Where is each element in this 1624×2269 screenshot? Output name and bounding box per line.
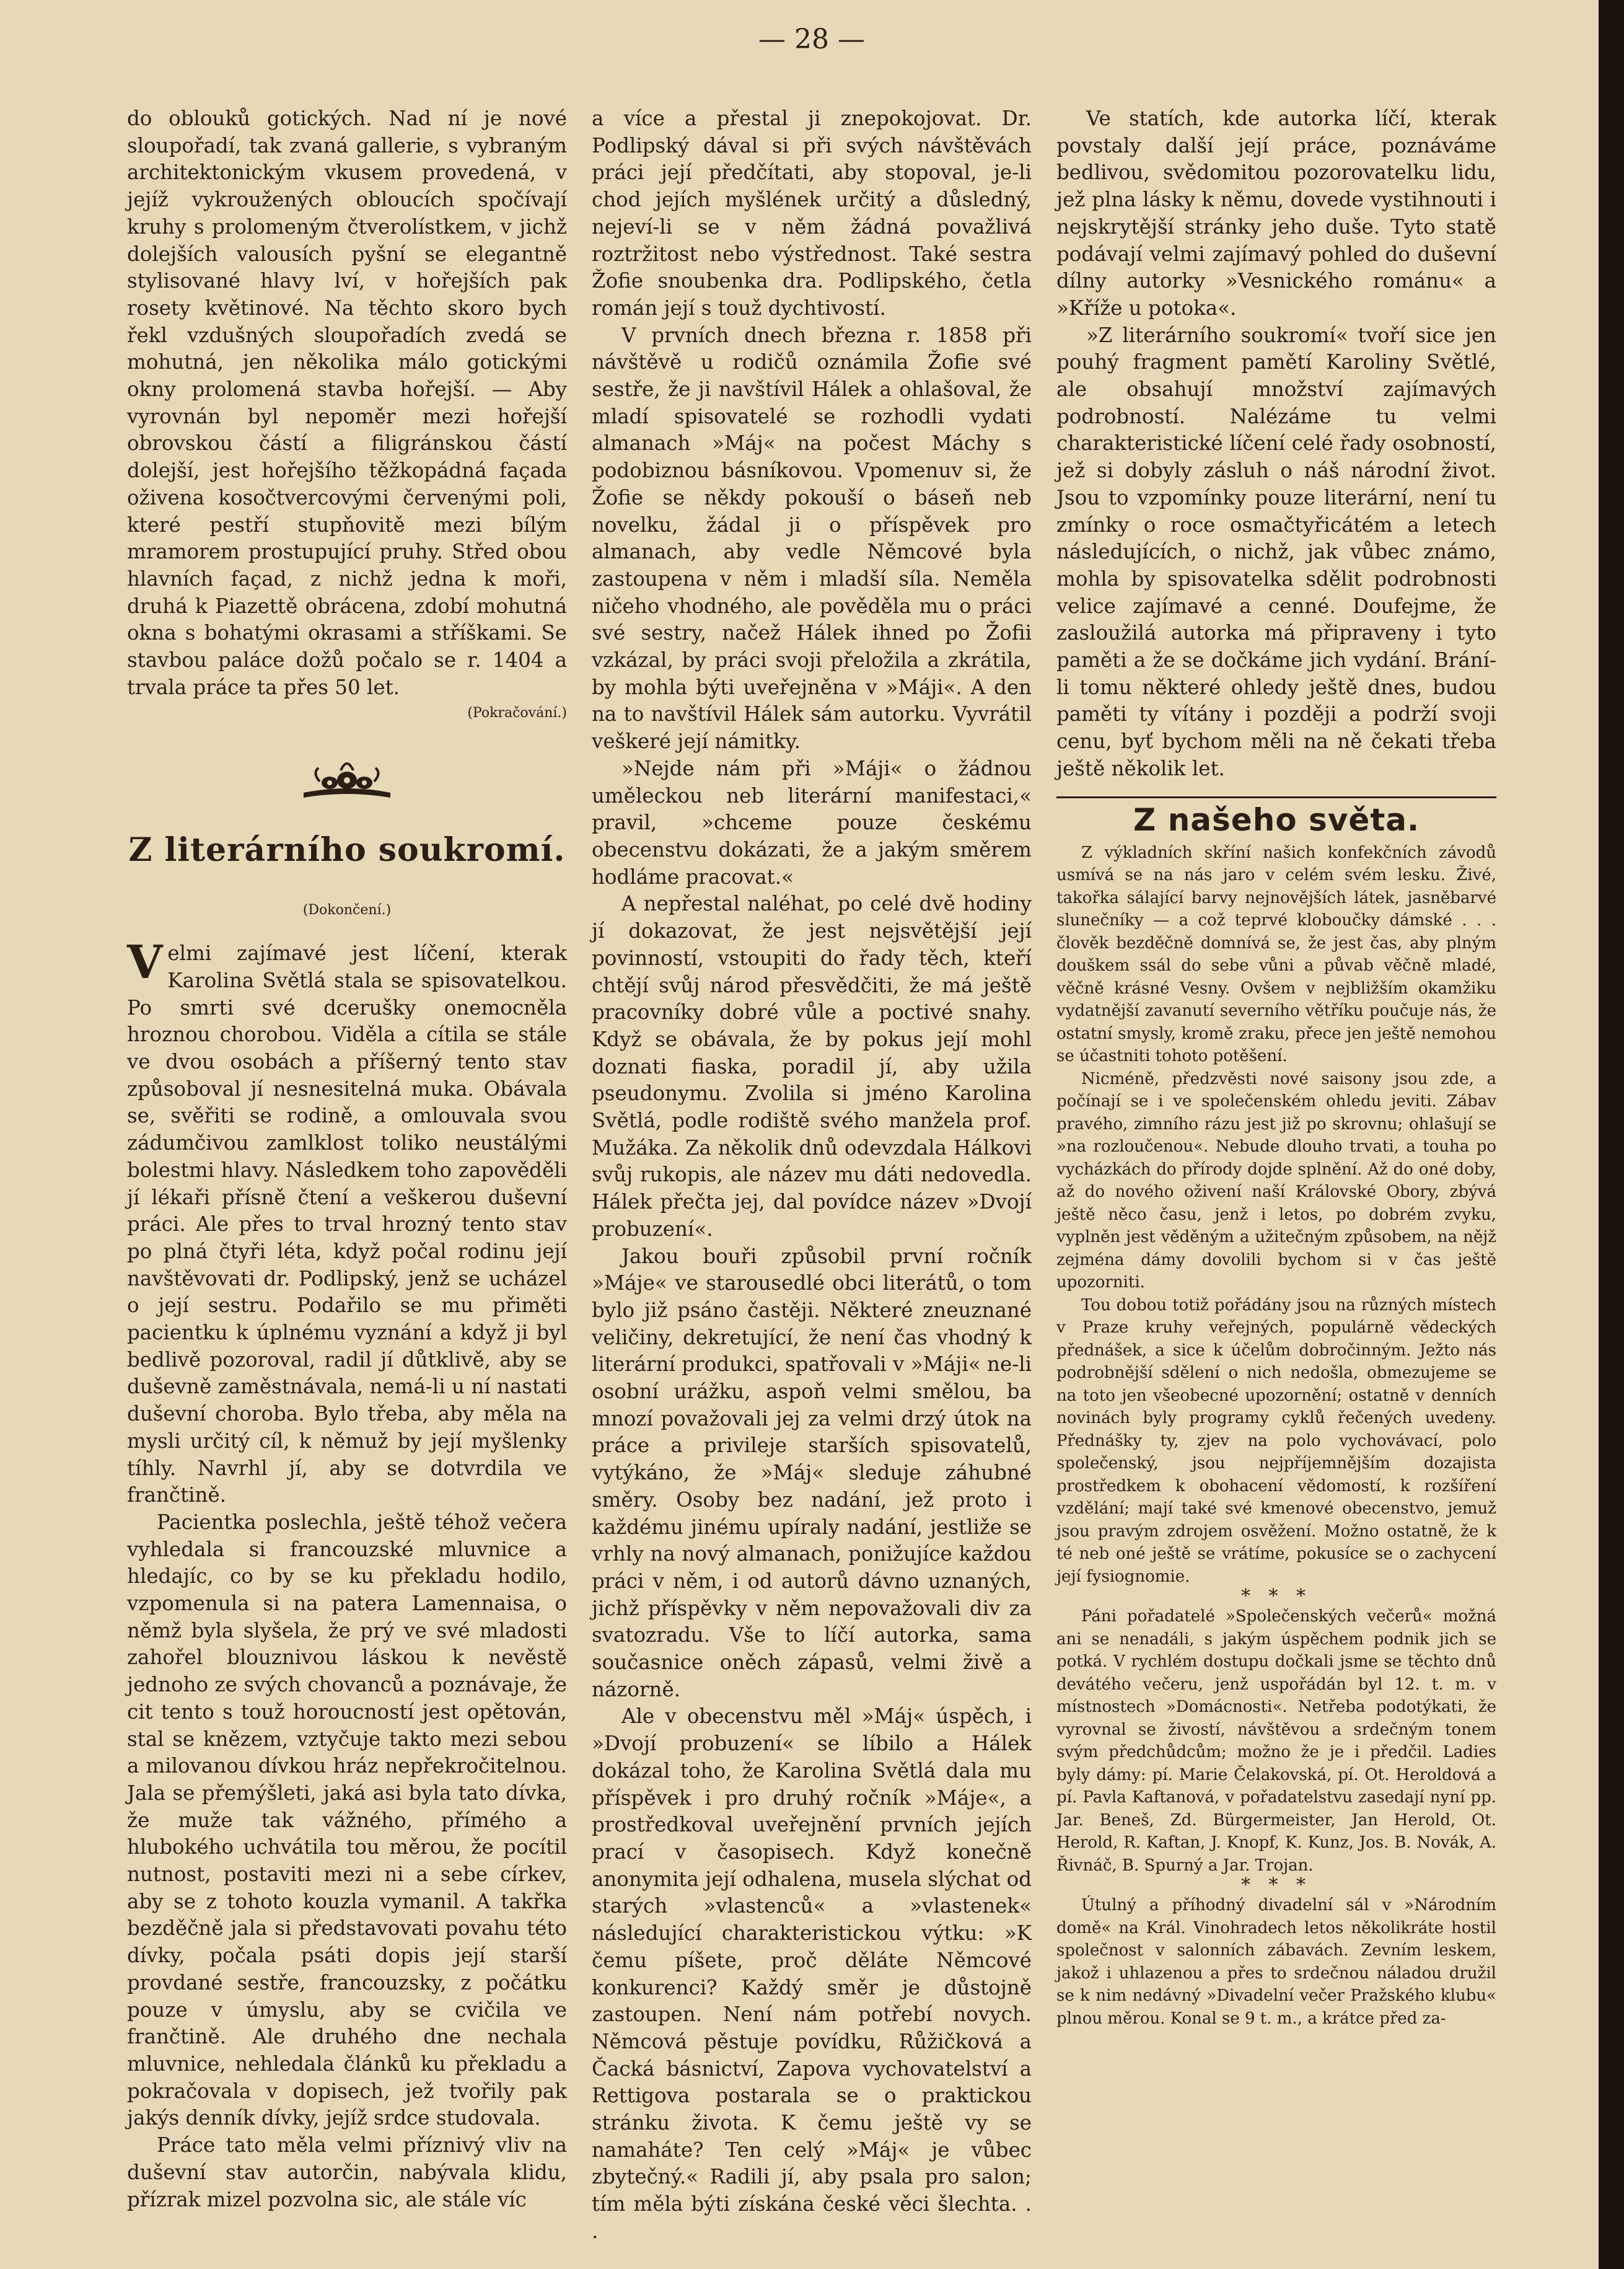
separator: * * * xyxy=(1240,1585,1312,1608)
article-lead-paragraph xyxy=(127,936,567,1509)
paragraph: Jakou bouři způsobil první ročník »Máje« ve starousedlé obci literátů, o tom bylo již psáno častěji. Některé zneuznané veličiny, dekretující, že není čas vhodný k literární produkci, spatřovali v »Máji« ne-li osobní urážku, aspoň velmi smělou, ba mnozí považovali jej za velmi drzý útok na práce a privileje starších spisovatelů, vytýkáno, že »Máj« sleduje záhubné směry. Osoby bez nadání, jež proto i každému jinému upíraly nadání, jestliže se vrhly na nový almanach, ponižujíce každou práci v něm, i od autorů dávno uznaných, jichž příspěvky v něm nepovažovali div za svatozradu. Vše to líčí autorka, sama současnice oněch zápasů, velmi živě a názorně. xyxy=(592,1244,1032,1701)
news-paragraph: Útulný a příhodný divadelní sál v »Národním domě« na Král. Vinohradech letos několikráte hostil společnost v salonních zábavách. Zevním leskem, jakož i uhlazenou a přes to srdečnou náladou družil se k nim nedávný »Divadelní večer Pražského klubu« plnou měrou. Konal se 9 t. m., a krátce před za- xyxy=(1056,1896,1496,2028)
news-section xyxy=(1056,842,1496,2030)
floral-ornament-icon xyxy=(297,754,397,804)
continued-note: (Pokračování.) xyxy=(467,705,567,721)
section-title: Z našeho světa. xyxy=(1133,801,1420,838)
paragraph: V prvních dnech března r. 1858 při návštěvě u rodičů oznámila Žofie své sestře, že ji navštívil Hálek a ohlašoval, že mladí spisovatelé se rozhodli vydati almanach »Máj« na počest Máchy s podobiznou básníkovou. Vpomenuv si, že Žofie se někdy pokouší o báseň neb novelku, žádal ji o příspěvek pro almanach, aby vedle Němcové byla zastoupena v něm i mladší síla. Neměla ničeho vhodného, ale pověděla mu o práci své sestry, načež Hálek ihned po Žofii vzkázal, by práci svoji přeložila a zkrátila, by mohla býti uveřejněna v »Máji«. A den na to navštívil Hálek sám autorku. Vyvrátil veškeré její námitky. xyxy=(592,323,1032,754)
article-subtitle: (Dokončení.) xyxy=(302,902,392,919)
news-paragraph: Tou dobou totiž pořádány jsou na různých místech v Praze kruhy veřejných, populárně vědeckých přednášek, a sice k účelům dobročinným. Ježto nás podrobnější sdělení o nich nedošla, obmezujeme se na toto jen všeobecné upozornění; ostatně v denních novinách byly programy cyklů řečených uvedeny. Přednášky ty, zjev na polo vychovávací, polo společenský, jsou nejpříjemnějším dozajista prostředkem k obohacení vědomostí, k rozšíření vzdělání; mají také své kmenové obecenstvo, jemuž jsou pravým zdrojem osvěžení. Možno ostatně, že k té neb oné ještě se vrátíme, pokusíce se o zachycení její fysiognomie. xyxy=(1056,1295,1496,1586)
paragraph-text: elmi zajímavé jest líčení, kterak Karolina Světlá stala se spisovatelkou. Po smrti své dcerušky onemocněla hroznou chorobou. Viděla a cítila se stále ve dvou osobách a příšerný tento stav způsoboval jí nesnesitelná muka. Obávala se, svěřiti se rodině, a omlouvala svou zádumčivou zamlklost toliko neustálými bolestmi hlavy. Následkem toho zapověděli jí lékaři přísně čtení a veškerou duševní práci. Ale přes to trval hrozný tento stav po plná čtyři léta, když počal rodinu její navštěvovati dr. Podlipský, jenž se ucházel o její sestru. Podařilo se mu přiměti pacientku k úplnému vyznání a když ji byl bedlivě pozoroval, radil jí důtklivě, aby se duševně zaměstnávala, nemá-li u ní nastati duševní choroba. Bylo třeba, aby měla na mysli určitý cíl, k němuž by její myšlenky tíhly. Navrhl jí, aby se dotvrdila ve frančtině. xyxy=(127,941,567,1507)
paragraph: a více a přestal ji znepokojovat. Dr. Podlipský dával si při svých návštěvách práci její předčítati, aby stopoval, je-li chod jejích myšlének určitý a důsledný, nejeví-li se v něm žádná považlivá roztržitost nebo výstřednost. Také sestra Žofie snoubenka dra. Podlipského, četla román její s touž dychtivostí. xyxy=(592,107,1032,320)
article-title: Z literárního soukromí. xyxy=(128,831,566,870)
separator: * * * xyxy=(1240,1874,1312,1897)
column-2 xyxy=(592,105,1032,2245)
paragraph: A nepřestal naléhat, po celé dvě hodiny jí dokazovat, že jest nejsvětější její povinností, vstoupiti do řady těch, kteří chtějí svůj národ přesvědčiti, že má ještě pracovníky dobré vůle a poctivé snahy. Když se obávala, že by pokus její mohl doznati fiaska, poradil jí, aby užila pseudonymu. Zvolila si jméno Karolina Světlá, podle rodiště svého manžela prof. Mužáka. Za několik dnů odevzdala Hálkovi svůj rukopis, ale název mu dáti nedovedla. Hálek přečta jej, dal povídce název »Dvojí probuzení«. xyxy=(592,892,1032,1241)
drop-cap: V xyxy=(127,936,163,990)
paragraph: »Z literárního soukromí« tvoří sice jen pouhý fragment pamětí Karoliny Světlé, ale obsahují množství zajímavých podrobností. Nalézáme tu velmi charakteristické líčení celé řady osobností, jež si dobyly zásluh o náš národní život. Jsou to vzpomínky pouze literární, není tu zmínky o roce osmačtyřicátém a letech následujících, o nichž, jak vůbec známo, mohla by spisovatelka sdělit podrobnosti velice zajímavé a cenné. Doufejme, že zasloužilá autorka má připraveny i tyto paměti a že se dočkáme jich vydání. Brání-li tomu některé ohledy ještě dnes, budou paměti ty vítány i později a podrží svoji cenu, byť bychom měli na ně čekati třeba ještě několik let. xyxy=(1056,323,1496,780)
news-paragraph: Nicméně, předzvěsti nové saisony jsou zde, a počínají se i ve společenském ohledu jeviti. Zábav pravého, zimního rázu jest již po skrovnu; ohlašují se »na rozloučenou«. Nebude dlouho trvati, a touha po vycházkách do přírody dojde splnění. Až do oné doby, až do nového oživení naší Královské Obory, zbývá ještě něco času, jenž i letos, po dobrém zvyku, vyplněn jest věděným a užitečným způsobem, na nějž zejména dámy dovolili bychom si v čas ještě upozorniti. xyxy=(1056,1069,1496,1292)
paragraph: Ale v obecenstvu měl »Máj« úspěch, i »Dvojí probuzení« se líbilo a Hálek dokázal toho, že Karolina Světlá dala mu příspěvek i pro druhý ročník »Máje«, a prostředkoval uveřejnění prvních jejích prací v časopisech. Když konečně anonymita její odhalena, musela slýchat od starých »vlastenců« a »vlastenek« následující charakteristickou výtku: »K čemu píšete, proč děláte Němcové konkurenci? Každý směr je důstojně zastoupen. Není nám potřebí novych. Němcová pěstuje povídku, Růžičková a Čacká básnictví, Zapova vychovatelství a Rettigova postarala se o praktickou stránku života. K čemu ještě vy se namaháte? Ten celý »Máj« je vůbec zbytečný.« Radili jí, aby psala pro salon; tím měla býti získána české věci šlechta. . . xyxy=(592,1704,1032,2243)
page-edge xyxy=(1599,0,1624,2269)
column-3 xyxy=(1056,105,1496,2030)
news-paragraph: Páni pořadatelé »Společenských večerů« možná ani se nenadáli, s jakým úspěchem podnik jich se potká. V rychlém dostupu dočkali jsme se těchto dnů devátého večeru, jenž uspořádán byl 12. t. m. v místnostech »Domácnosti«. Netřeba podotýkati, že vyrovnal se živostí, návštěvou a srdečným tonem svým předchůdcům; možno že je i předčil. Ladies byly dámy: pí. Marie Čelakovská, pí. Ot. Heroldová a pí. Pavla Kaftanová, v pořadatelstvu zasedají nyní pp. Jar. Beneš, Zd. Bürgermeister, Jan Herold, Ot. Herold, R. Kaftan, J. Knopf, K. Kunz, Jos. B. Novák, A. Řivnáč, B. Spurný a Jar. Trojan. xyxy=(1056,1607,1496,1875)
news-paragraph: Z výkladních skříní našich konfekčních závodů usmívá se na nás jaro v celém svém lesku. Živé, takořka sálající barvy nejnovějších látek, jasněbarvé slunečníky — a což teprvé kloboučky dámské . . . člověk bezděčně domnívá se, že jest čas, aby plným douškem ssál do sebe vůni a půvab věčně mladé, věčně krásné Vesny. Ovšem v nejbližším okamžiku vydatnější zavanutí severního větříku poučuje nás, že ostatní smysly, kromě zraku, přece jen ještě nemohou se účastniti tohoto potěšení. xyxy=(1056,843,1496,1066)
paragraph: Ve statích, kde autorka líčí, kterak povstaly další její práce, poznáváme bedlivou, svědomitou pozorovatelku lidu, jež plna lásky k němu, dovede vystihnouti i nejskrytější stránky jeho duše. Tyto statě podávají velmi zajímavý pohled do duševní dílny autorky »Vesnického románu« a »Kříže u potoka«. xyxy=(1056,107,1496,320)
paragraph: »Nejde nám při »Máji« o žádnou uměleckou neb literární manifestaci,« pravil, »chceme pouze českému obecenstvu dokázati, že a jakým směrem hodláme pracovat.« xyxy=(592,756,1032,889)
paragraph: do oblouků gotických. Nad ní je nové sloupořadí, tak zvaná gallerie, s vybraným architektonickým vkusem provedená, v jejíž vykroužených obloucích spočívají kruhy s prolomeným čtverolístkem, v jichž dolejších valousích pyšní se elegantně stylisované hlavy lví, v hořejších pak rosety květinové. Na těchto skoro bych řekl vzdušných sloupořadích zvedá se mohutná, jen několika málo gotickými okny prolomená stavba hořejší. — Aby vyrovnán byl nepoměr mezi hořejší obrovskou částí a filigránskou částí dolejší, jest hořejšího těžkopádná façada oživena kosočtvercovými červenými poli, které pestří stupňovitě mezi bílým mramorem prostupující pruhy. Střed obou hlavních façad, z nichž jedna k moři, druhá k Piazettě obrácena, zdobí mohutná okna s bohatými okrasami a stříškami. Se stavbou paláce dožů počalo se r. 1404 a trvala práce ta přes 50 let. xyxy=(127,107,567,699)
column-1 xyxy=(127,105,567,2213)
page-number: — 28 — xyxy=(758,24,865,55)
paragraph: Pacientka poslechla, ještě téhož večera vyhledala si francouzské mluvnice a hledajíc, co by se ku překladu hodilo, vzpomenula si na patera Lamennaisa, o němž byla slyšela, že prý ve své mladosti zahořel blouznivou láskou k nevěstě jednoho ze svých chovanců a poznávaje, že cit tento s touž horoucností jest opětován, stal se knězem, vztyčuje takto mezi sebou a milovanou dívkou hráz nepřekročitelnou. Jala se přemýšleti, jaká asi byla tato dívka, že muže tak vážného, přímého a hlubokého uchvátila tou měrou, že pocítil nutnost, postaviti mezi ni a sebe církev, aby se z tohoto kouzla vymanil. A takřka bezděčně jala si představovati povahu této dívky, počala psáti dopis její starší provdané sestře, francouzsky, z počátku pouze v úmyslu, aby se cvičila ve frančtině. Ale druhého dne nechala mluvnice, nehledala článků ku překladu a pokračovala v dopisech, jež tvořily pak jakýs denník dívky, jejíž srdce studovala. xyxy=(127,1510,567,2130)
paragraph: Práce tato měla velmi příznivý vliv na duševní stav autorčin, nabývala klidu, přízrak mizel pozvolna sic, ale stále víc xyxy=(127,2133,567,2211)
